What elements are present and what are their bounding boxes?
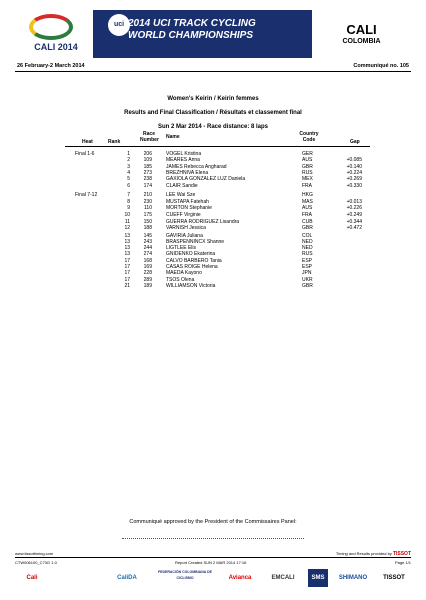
- name-cell: CASAS ROIGE Helena: [166, 264, 218, 270]
- table-row: [0, 225, 426, 231]
- name-cell: BREZHNIVA Elena: [166, 170, 209, 176]
- table-row: [0, 157, 426, 163]
- name-cell: LIGTLEE Elis: [166, 245, 197, 251]
- race-number-cell: 289: [143, 277, 152, 283]
- logo-text: CALI 2014: [34, 42, 78, 52]
- event-dates: 26 February-2 March 2014: [17, 63, 85, 69]
- rank-cell: 5: [127, 176, 130, 182]
- name-cell: LEE Wai Sze: [166, 192, 196, 198]
- race-number-cell: 274: [143, 251, 152, 257]
- name-cell: GAXIOLA GONZALEZ LUZ Daniela: [166, 176, 246, 182]
- table-row: [0, 212, 426, 218]
- gap-cell: +0.269: [346, 176, 362, 182]
- column-heat: Heat: [82, 139, 93, 145]
- country-code-cell: FRA: [302, 212, 312, 218]
- rank-cell: 17: [124, 264, 130, 270]
- race-number-cell: 109: [143, 157, 152, 163]
- race-number-cell: 185: [143, 164, 152, 170]
- race-number-cell: 174: [143, 183, 152, 189]
- table-row: [0, 251, 426, 257]
- gap-cell: +0.226: [346, 205, 362, 211]
- rank-cell: 13: [124, 239, 130, 245]
- rank-cell: 2: [127, 157, 130, 163]
- race-number-cell: 110: [144, 205, 152, 211]
- sponsor-tissot-logo: TISSOT: [383, 575, 405, 581]
- rank-cell: 17: [124, 277, 130, 283]
- country-code-cell: UKR: [302, 277, 313, 283]
- table-row: [0, 192, 426, 198]
- country-code-cell: HKG: [302, 192, 313, 198]
- name-cell: GUERRA RODRIGUEZ Lisandra: [166, 219, 240, 225]
- name-cell: MAEDA Kayono: [166, 270, 202, 276]
- name-cell: WILLIAMSON Victoria: [166, 283, 216, 289]
- race-number-cell: 244: [143, 245, 152, 251]
- timing-credit-text: Timing and Results provided by: [335, 551, 392, 556]
- gap-cell: +0.472: [346, 225, 362, 231]
- column-rank: Rank: [108, 139, 121, 145]
- country-code-cell: RUS: [302, 170, 313, 176]
- rank-cell: 10: [124, 212, 130, 218]
- rank-cell: 9: [127, 205, 130, 211]
- uci-logo-icon: uci: [108, 14, 130, 36]
- host-city: CALI: [346, 22, 377, 37]
- rank-cell: 6: [127, 183, 130, 189]
- column-name: Name: [166, 134, 180, 140]
- country-code-cell: AUS: [302, 205, 313, 211]
- race-number-cell: 168: [143, 258, 152, 264]
- classification-title: Results and Final Classification / Résultats et classement final: [124, 110, 302, 116]
- name-cell: MEARES Anna: [166, 157, 200, 163]
- country-code-cell: GBR: [302, 283, 313, 289]
- race-number-cell: 145: [143, 233, 152, 239]
- sponsor-shimano-logo: SHIMANO: [338, 575, 368, 581]
- event-title: [128, 18, 288, 42]
- heat-cell: Final 7-12: [75, 192, 98, 198]
- doc-code: CTW006100_C73G 1.0: [15, 560, 57, 565]
- rank-cell: 11: [124, 219, 130, 225]
- gap-cell: +0.140: [346, 164, 362, 170]
- communique-number: Communiqué no. 105: [353, 63, 409, 69]
- name-cell: VOGEL Kristina: [166, 151, 202, 157]
- race-number-cell: 273: [143, 170, 152, 176]
- race-number-cell: 206: [143, 151, 152, 157]
- name-cell: GAVIRIA Juliana: [166, 233, 203, 239]
- sponsor-sms-logo: SMS: [308, 569, 328, 587]
- race-number-cell: 188: [143, 225, 152, 231]
- rank-cell: 17: [124, 258, 130, 264]
- table-row: [0, 283, 426, 289]
- country-code-cell: NED: [302, 245, 313, 251]
- name-cell: CLAIR Sandie: [166, 183, 198, 189]
- country-code-cell: ESP: [302, 258, 313, 264]
- country-code-cell: CUB: [302, 219, 313, 225]
- name-cell: CUEFF Virginie: [166, 212, 201, 218]
- host-country: COLOMBIA: [342, 38, 381, 45]
- heat-cell: Final 1-6: [75, 151, 95, 157]
- rank-cell: 17: [124, 270, 130, 276]
- race-number-cell: 228: [143, 270, 152, 276]
- signature-line: [122, 538, 304, 539]
- country-code-cell: FRA: [302, 183, 312, 189]
- race-number-cell: 230: [143, 199, 152, 205]
- sponsor-calida-logo: CaliDA: [117, 575, 137, 581]
- table-row: [0, 205, 426, 211]
- table-row: [0, 176, 426, 182]
- website: www.tissottiming.com: [15, 551, 54, 556]
- rank-cell: 13: [124, 245, 130, 251]
- race-info: Sun 2 Mar 2014 - Race distance: 8 laps: [157, 124, 269, 130]
- header-divider: [65, 146, 370, 147]
- country-code-cell: JPN: [302, 270, 312, 276]
- host-city-box: [310, 10, 411, 58]
- country-code-cell: MEX: [302, 176, 313, 182]
- race-number-cell: 243: [143, 239, 152, 245]
- column-country-code: Country Code: [299, 131, 319, 143]
- race-number-cell: 150: [143, 219, 152, 225]
- race-number-cell: 175: [143, 212, 152, 218]
- rank-cell: 8: [127, 199, 130, 205]
- sponsor-avianca-logo: Avianca: [228, 575, 252, 581]
- footer-bottom: [15, 560, 411, 566]
- country-code-cell: GBR: [302, 225, 313, 231]
- name-cell: MORTON Stephanie: [166, 205, 212, 211]
- gap-cell: +0.224: [346, 170, 362, 176]
- country-code-cell: COL: [302, 233, 313, 239]
- footer-divider: [15, 557, 411, 558]
- gap-cell: +0.330: [346, 183, 362, 189]
- gap-cell: +0.085: [346, 157, 362, 163]
- meta-row: [15, 62, 411, 72]
- rank-cell: 1: [127, 151, 130, 157]
- country-code-cell: AUS: [302, 157, 313, 163]
- rainbow-ring-icon: [29, 14, 73, 40]
- column-race-number: Race Number: [140, 131, 159, 143]
- country-code-cell: MAS: [302, 199, 313, 205]
- country-code-cell: NED: [302, 239, 313, 245]
- country-code-cell: ESP: [302, 264, 313, 270]
- rank-cell: 7: [127, 192, 130, 198]
- name-cell: CALVO BARBERO Tania: [166, 258, 222, 264]
- gap-cell: +0.344: [346, 219, 362, 225]
- name-cell: VARNISH Jessica: [166, 225, 206, 231]
- sponsor-cali-logo: Cali: [26, 575, 38, 581]
- name-cell: BRASPENNINCX Shanne: [166, 239, 225, 245]
- race-number-cell: 189: [143, 283, 152, 289]
- race-number-cell: 210: [143, 192, 152, 198]
- approval-note: Communiqué approved by the President of the Commissaires Panel:: [129, 519, 297, 525]
- column-gap: Gap: [350, 139, 360, 145]
- table-row: [0, 183, 426, 189]
- event-title-line1: 2014 UCI TRACK CYCLING: [128, 18, 256, 29]
- gap-cell: +0.249: [346, 212, 362, 218]
- championship-logo: [15, 10, 95, 58]
- gap-cell: +0.013: [346, 199, 362, 205]
- country-code-cell: RUS: [302, 251, 313, 257]
- rank-cell: 13: [124, 233, 130, 239]
- rank-cell: 3: [127, 164, 130, 170]
- event-name: Women's Keirin / Keirin femmes: [167, 96, 259, 102]
- sponsor-bar: [15, 567, 411, 589]
- tissot-logo: TISSOT: [392, 551, 411, 557]
- sponsor-emcali-logo: EMCALI: [271, 575, 295, 581]
- table-row: [0, 270, 426, 276]
- country-code-cell: GBR: [302, 164, 313, 170]
- page-number: Page 1/1: [394, 560, 411, 565]
- rank-cell: 13: [124, 251, 130, 257]
- country-code-cell: GER: [302, 151, 313, 157]
- rank-cell: 4: [127, 170, 130, 176]
- name-cell: JAMES Rebecca Angharad: [166, 164, 227, 170]
- rank-cell: 12: [124, 225, 130, 231]
- rank-cell: 21: [124, 283, 130, 289]
- event-title-line2: WORLD CHAMPIONSHIPS: [128, 30, 253, 41]
- race-number-cell: 238: [143, 176, 152, 182]
- name-cell: MUSTAPA Fatehah: [166, 199, 209, 205]
- name-cell: TSOS Olena: [166, 277, 195, 283]
- name-cell: GNIDENKO Ekaterina: [166, 251, 216, 257]
- sponsor-fcc-logo: FEDERACIÓN COLOMBIANA DE CICLISMO: [158, 570, 212, 580]
- report-created: Report Created SUN 2 MAR 2014 17:16: [175, 560, 247, 565]
- race-number-cell: 169: [143, 264, 152, 270]
